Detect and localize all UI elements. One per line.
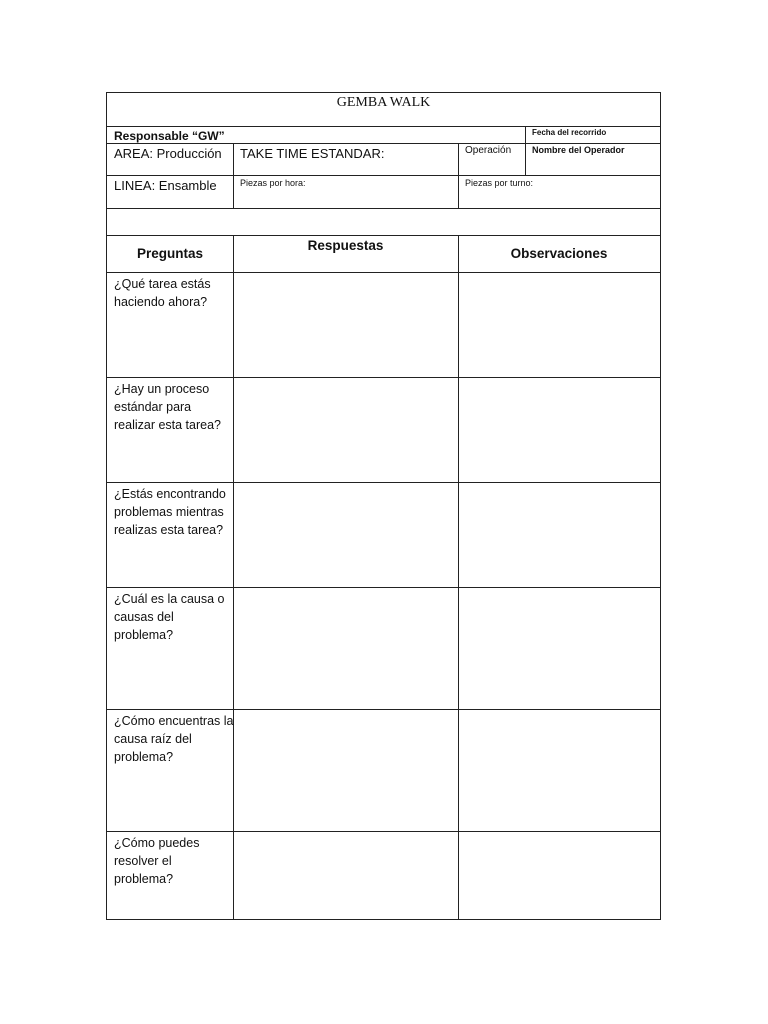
row-divider [107,208,660,209]
row-divider [107,143,660,144]
take-time-label: TAKE TIME ESTANDAR: [240,146,385,161]
header-observaciones: Observaciones [510,246,608,261]
question-2: ¿Hay un proceso estándar para realizar esta tarea? [114,382,222,432]
fecha-label: Fecha del recorrido [532,128,607,137]
piezas-turno-label: Piezas por turno: [465,178,534,188]
question-5: ¿Cómo encuentras la causa raíz del problema? [114,714,234,764]
question-3: ¿Estás encontrando problemas mientras realizas esta tarea? [114,487,226,537]
operador-label: Nombre del Operador [532,145,625,155]
question-1: ¿Qué tarea estás haciendo ahora? [114,277,211,309]
col-divider [233,143,234,209]
col-divider [525,126,526,176]
gemba-walk-form [106,92,661,920]
question-4: ¿Cuál es la causa o causas del problema? [114,592,225,642]
col-divider [458,143,459,209]
area-label: AREA: Producción [114,146,222,161]
answer-cell-4[interactable] [234,588,458,709]
observation-cell-2[interactable] [459,378,660,482]
row-divider [107,175,660,176]
header-respuestas: Respuestas [307,238,384,253]
answer-cell-3[interactable] [234,483,458,587]
observation-cell-3[interactable] [459,483,660,587]
answer-cell-6[interactable] [234,832,458,919]
row-divider [107,235,660,236]
header-preguntas: Preguntas [136,246,204,261]
observation-cell-1[interactable] [459,273,660,377]
answer-cell-2[interactable] [234,378,458,482]
piezas-hora-label: Piezas por hora: [240,178,306,188]
observation-cell-4[interactable] [459,588,660,709]
observation-cell-6[interactable] [459,832,660,919]
answer-cell-1[interactable] [234,273,458,377]
answer-cell-5[interactable] [234,710,458,831]
question-6: ¿Cómo puedes resolver el problema? [114,836,200,886]
observation-cell-5[interactable] [459,710,660,831]
operacion-label: Operación [465,145,512,156]
linea-label: LINEA: Ensamble [114,178,217,193]
form-title: GEMBA WALK [336,95,431,110]
responsable-label: Responsable “GW” [114,129,225,143]
